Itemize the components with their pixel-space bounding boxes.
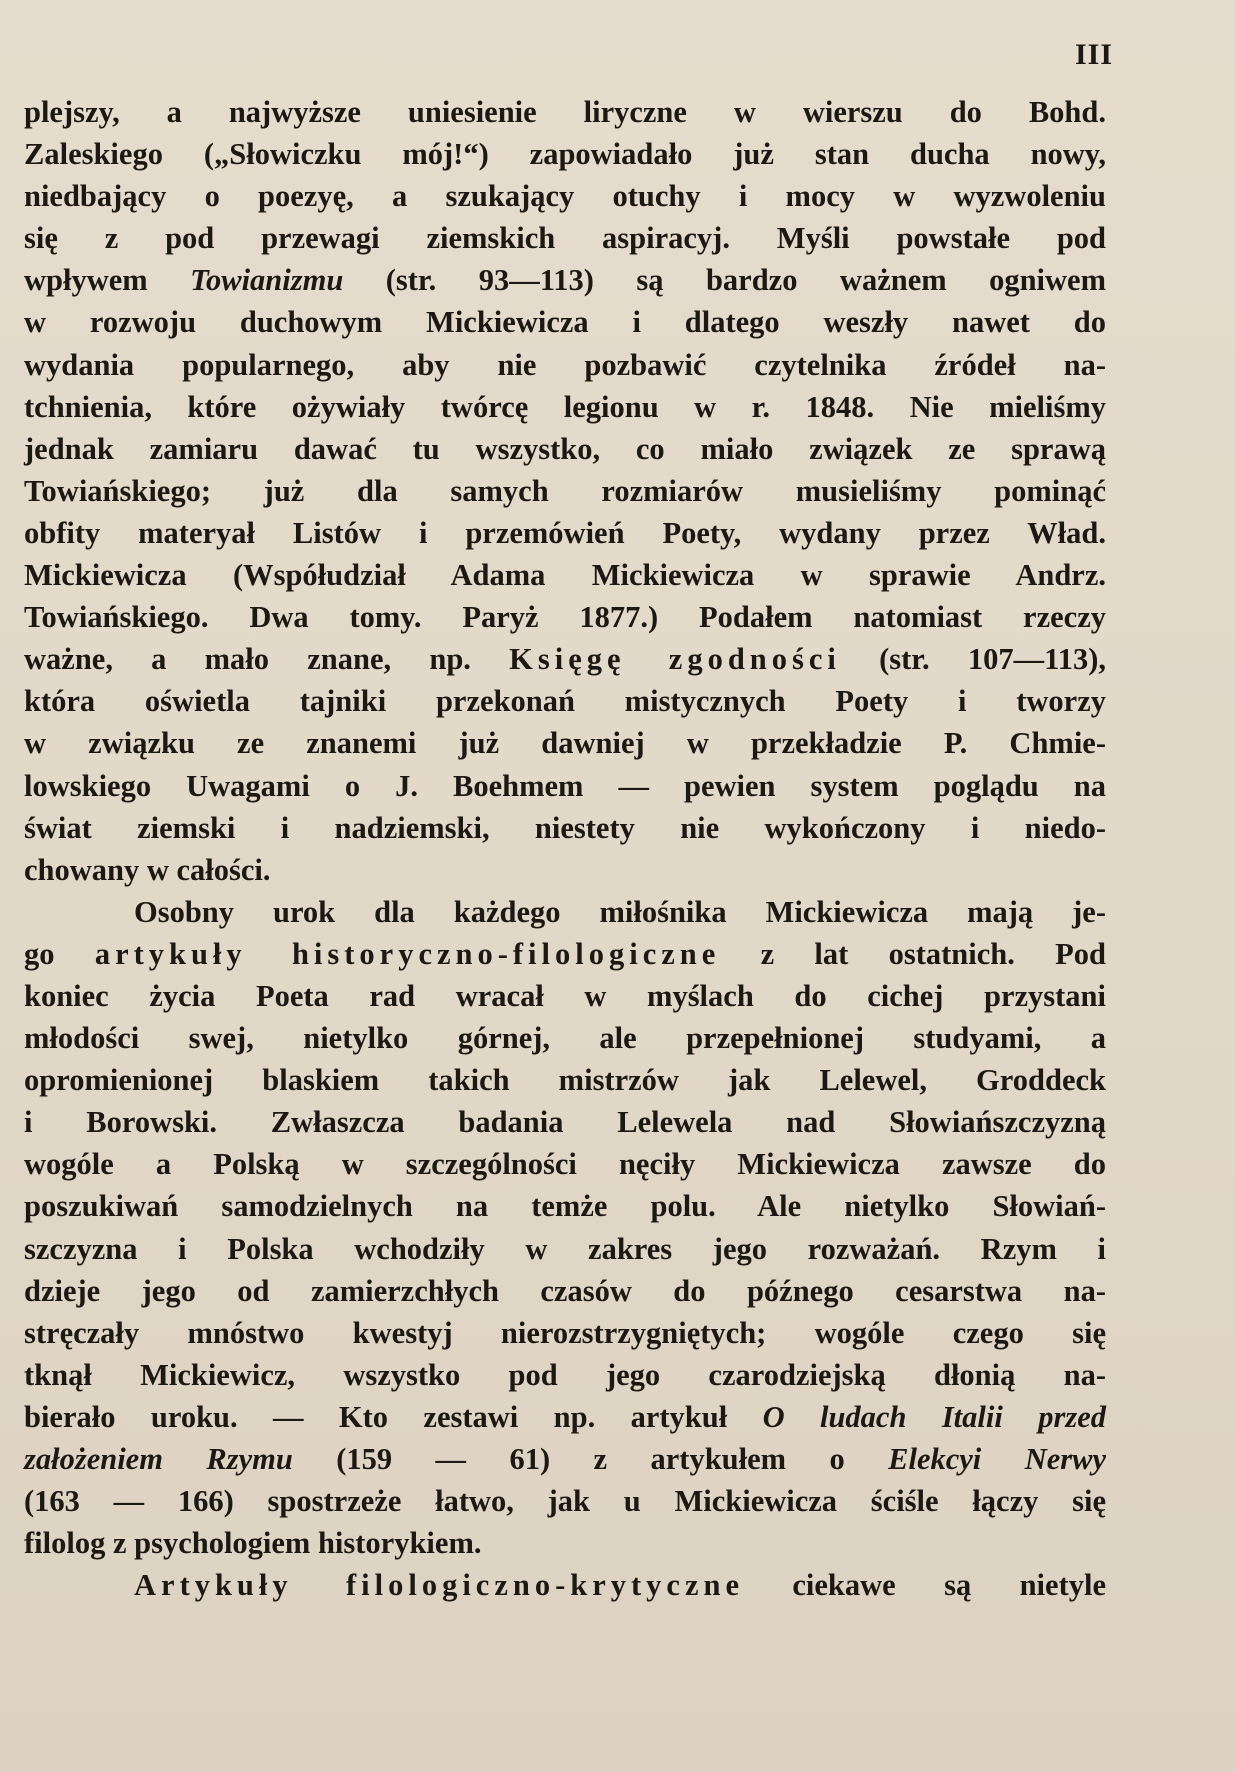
text-line <box>24 386 1106 428</box>
text-line <box>24 91 1106 133</box>
text-segment: obfity materyał Listów i przemówień Poety, wydany przez Wład. <box>24 515 1106 550</box>
italic-text: Towianizmu <box>190 263 344 298</box>
text-segment: go <box>24 936 95 971</box>
italic-text: O ludach Italii przed <box>762 1399 1106 1434</box>
text-line <box>24 554 1106 596</box>
spaced-text: Artykuły filologiczno-krytyczne <box>134 1568 744 1603</box>
text-segment: młodości swej, nietylko górnej, ale przepełnionej studyami, a <box>24 1021 1106 1056</box>
text-line <box>24 175 1106 217</box>
text-line <box>24 217 1106 259</box>
text-line <box>24 849 1106 891</box>
text-segment: wogóle a Polską w szczególności nęciły Mickiewicza zawsze do <box>24 1147 1106 1182</box>
text-line <box>24 933 1106 975</box>
text-line <box>24 596 1106 638</box>
text-line <box>24 975 1106 1017</box>
text-segment: bierało uroku. — Kto zestawi np. artykuł <box>24 1399 763 1434</box>
text-line <box>24 1522 1106 1564</box>
text-segment: tchnienia, które ożywiały twórcę legionu w r. 1848. Nie mieliśmy <box>24 389 1106 424</box>
text-line <box>24 1354 1106 1396</box>
text-line <box>24 1059 1106 1101</box>
text-segment: ciekawe są nietyle <box>743 1568 1106 1603</box>
text-segment: z lat ostatnich. Pod <box>720 936 1106 971</box>
text-segment: wpływem <box>24 263 191 298</box>
text-line <box>24 428 1106 470</box>
text-segment: Mickiewicza (Współudział Adama Mickiewicza w sprawie Andrz. <box>24 558 1106 593</box>
body-text <box>24 91 1106 1606</box>
spaced-text: artykuły historyczno-filologiczne <box>94 936 721 971</box>
text-line <box>24 765 1106 807</box>
text-segment: chowany w całości. <box>24 852 271 887</box>
text-segment: lowskiego Uwagami o J. Boehmem — pewien system poglądu na <box>24 768 1106 803</box>
text-line <box>24 638 1106 680</box>
text-line <box>24 344 1106 386</box>
text-segment: i Borowski. Zwłaszcza badania Lelewela nad Słowiańszczyzną <box>24 1105 1106 1140</box>
text-line <box>24 1143 1106 1185</box>
text-segment: w rozwoju duchowym Mickiewicza i dlatego weszły nawet do <box>24 305 1106 340</box>
text-segment: się z pod przewagi ziemskich aspiracyj. Myśli powstałe pod <box>24 221 1106 256</box>
text-segment: niedbający o poezyę, a szukający otuchy i mocy w wyzwoleniu <box>24 179 1106 214</box>
text-line <box>24 1228 1106 1270</box>
text-line <box>24 512 1106 554</box>
text-segment: w związku ze znanemi już dawniej w przekładzie P. Chmie- <box>24 726 1106 761</box>
text-line <box>24 1480 1106 1522</box>
text-segment: koniec życia Poeta rad wracał w myślach do cichej przystani <box>24 978 1106 1013</box>
text-segment: filolog z psychologiem historykiem. <box>24 1526 482 1561</box>
text-segment: opromienionej blaskiem takich mistrzów jak Lelewel, Groddeck <box>24 1063 1106 1098</box>
text-segment: dzieje jego od zamierzchłych czasów do późnego cesarstwa na- <box>24 1273 1106 1308</box>
spaced-text: Księgę zgodności <box>509 642 841 677</box>
text-segment: jednak zamiaru dawać tu wszystko, co miało związek ze sprawą <box>24 431 1106 466</box>
text-segment: poszukiwań samodzielnych na temże polu. Ale nietylko Słowiań- <box>24 1189 1106 1224</box>
text-segment: szczyzna i Polska wchodziły w zakres jego rozważań. Rzym i <box>24 1231 1106 1266</box>
text-line <box>24 1564 1106 1606</box>
text-line <box>24 470 1106 512</box>
text-line <box>24 722 1106 764</box>
text-line <box>24 680 1106 722</box>
text-segment: plejszy, a najwyższe uniesienie liryczne w wierszu do Bohd. <box>24 95 1106 129</box>
text-line <box>24 807 1106 849</box>
text-line <box>24 259 1106 301</box>
text-segment: wydania popularnego, aby nie pozbawić czytelnika źródeł na- <box>24 347 1106 382</box>
text-segment: Towiańskiego; już dla samych rozmiarów musieliśmy pominąć <box>24 473 1106 508</box>
text-line <box>24 1438 1106 1480</box>
text-segment: Towiańskiego. Dwa tomy. Paryż 1877.) Podałem natomiast rzeczy <box>24 600 1106 635</box>
text-line <box>24 301 1106 343</box>
text-line <box>24 1312 1106 1354</box>
italic-text: Elekcyi Nerwy <box>888 1442 1107 1476</box>
text-segment: (str. 107—113), <box>840 642 1106 677</box>
text-line <box>24 1017 1106 1059</box>
text-line <box>24 1396 1106 1438</box>
text-segment: świat ziemski i nadziemski, niestety nie wykończony i niedo- <box>24 810 1106 845</box>
text-segment: (str. 93—113) są bardzo ważnem ogniwem <box>343 263 1107 298</box>
italic-text: założeniem Rzymu <box>24 1442 293 1476</box>
text-segment: Zaleskiego („Słowiczku mój!“) zapowiadało już stan ducha nowy, <box>24 137 1106 172</box>
page-number: III <box>1074 38 1113 71</box>
text-line <box>24 891 1106 933</box>
text-segment: ważne, a mało znane, np. <box>24 642 510 677</box>
text-segment: która oświetla tajniki przekonań mistycznych Poety i tworzy <box>24 684 1106 719</box>
text-segment: stręczały mnóstwo kwestyj nierozstrzygniętych; wogóle czego się <box>24 1315 1106 1350</box>
text-segment: (159 — 61) z artykułem o <box>292 1442 889 1476</box>
text-line <box>24 1101 1106 1143</box>
text-segment: Osobny urok dla każdego miłośnika Mickiewicza mają je- <box>134 894 1106 929</box>
text-line <box>24 1185 1106 1227</box>
text-line <box>24 1270 1106 1312</box>
text-segment: tknął Mickiewicz, wszystko pod jego czarodziejską dłonią na- <box>24 1357 1106 1392</box>
text-line <box>24 133 1106 175</box>
text-segment: (163 — 166) spostrzeże łatwo, jak u Mickiewicza ściśle łączy się <box>24 1484 1106 1519</box>
